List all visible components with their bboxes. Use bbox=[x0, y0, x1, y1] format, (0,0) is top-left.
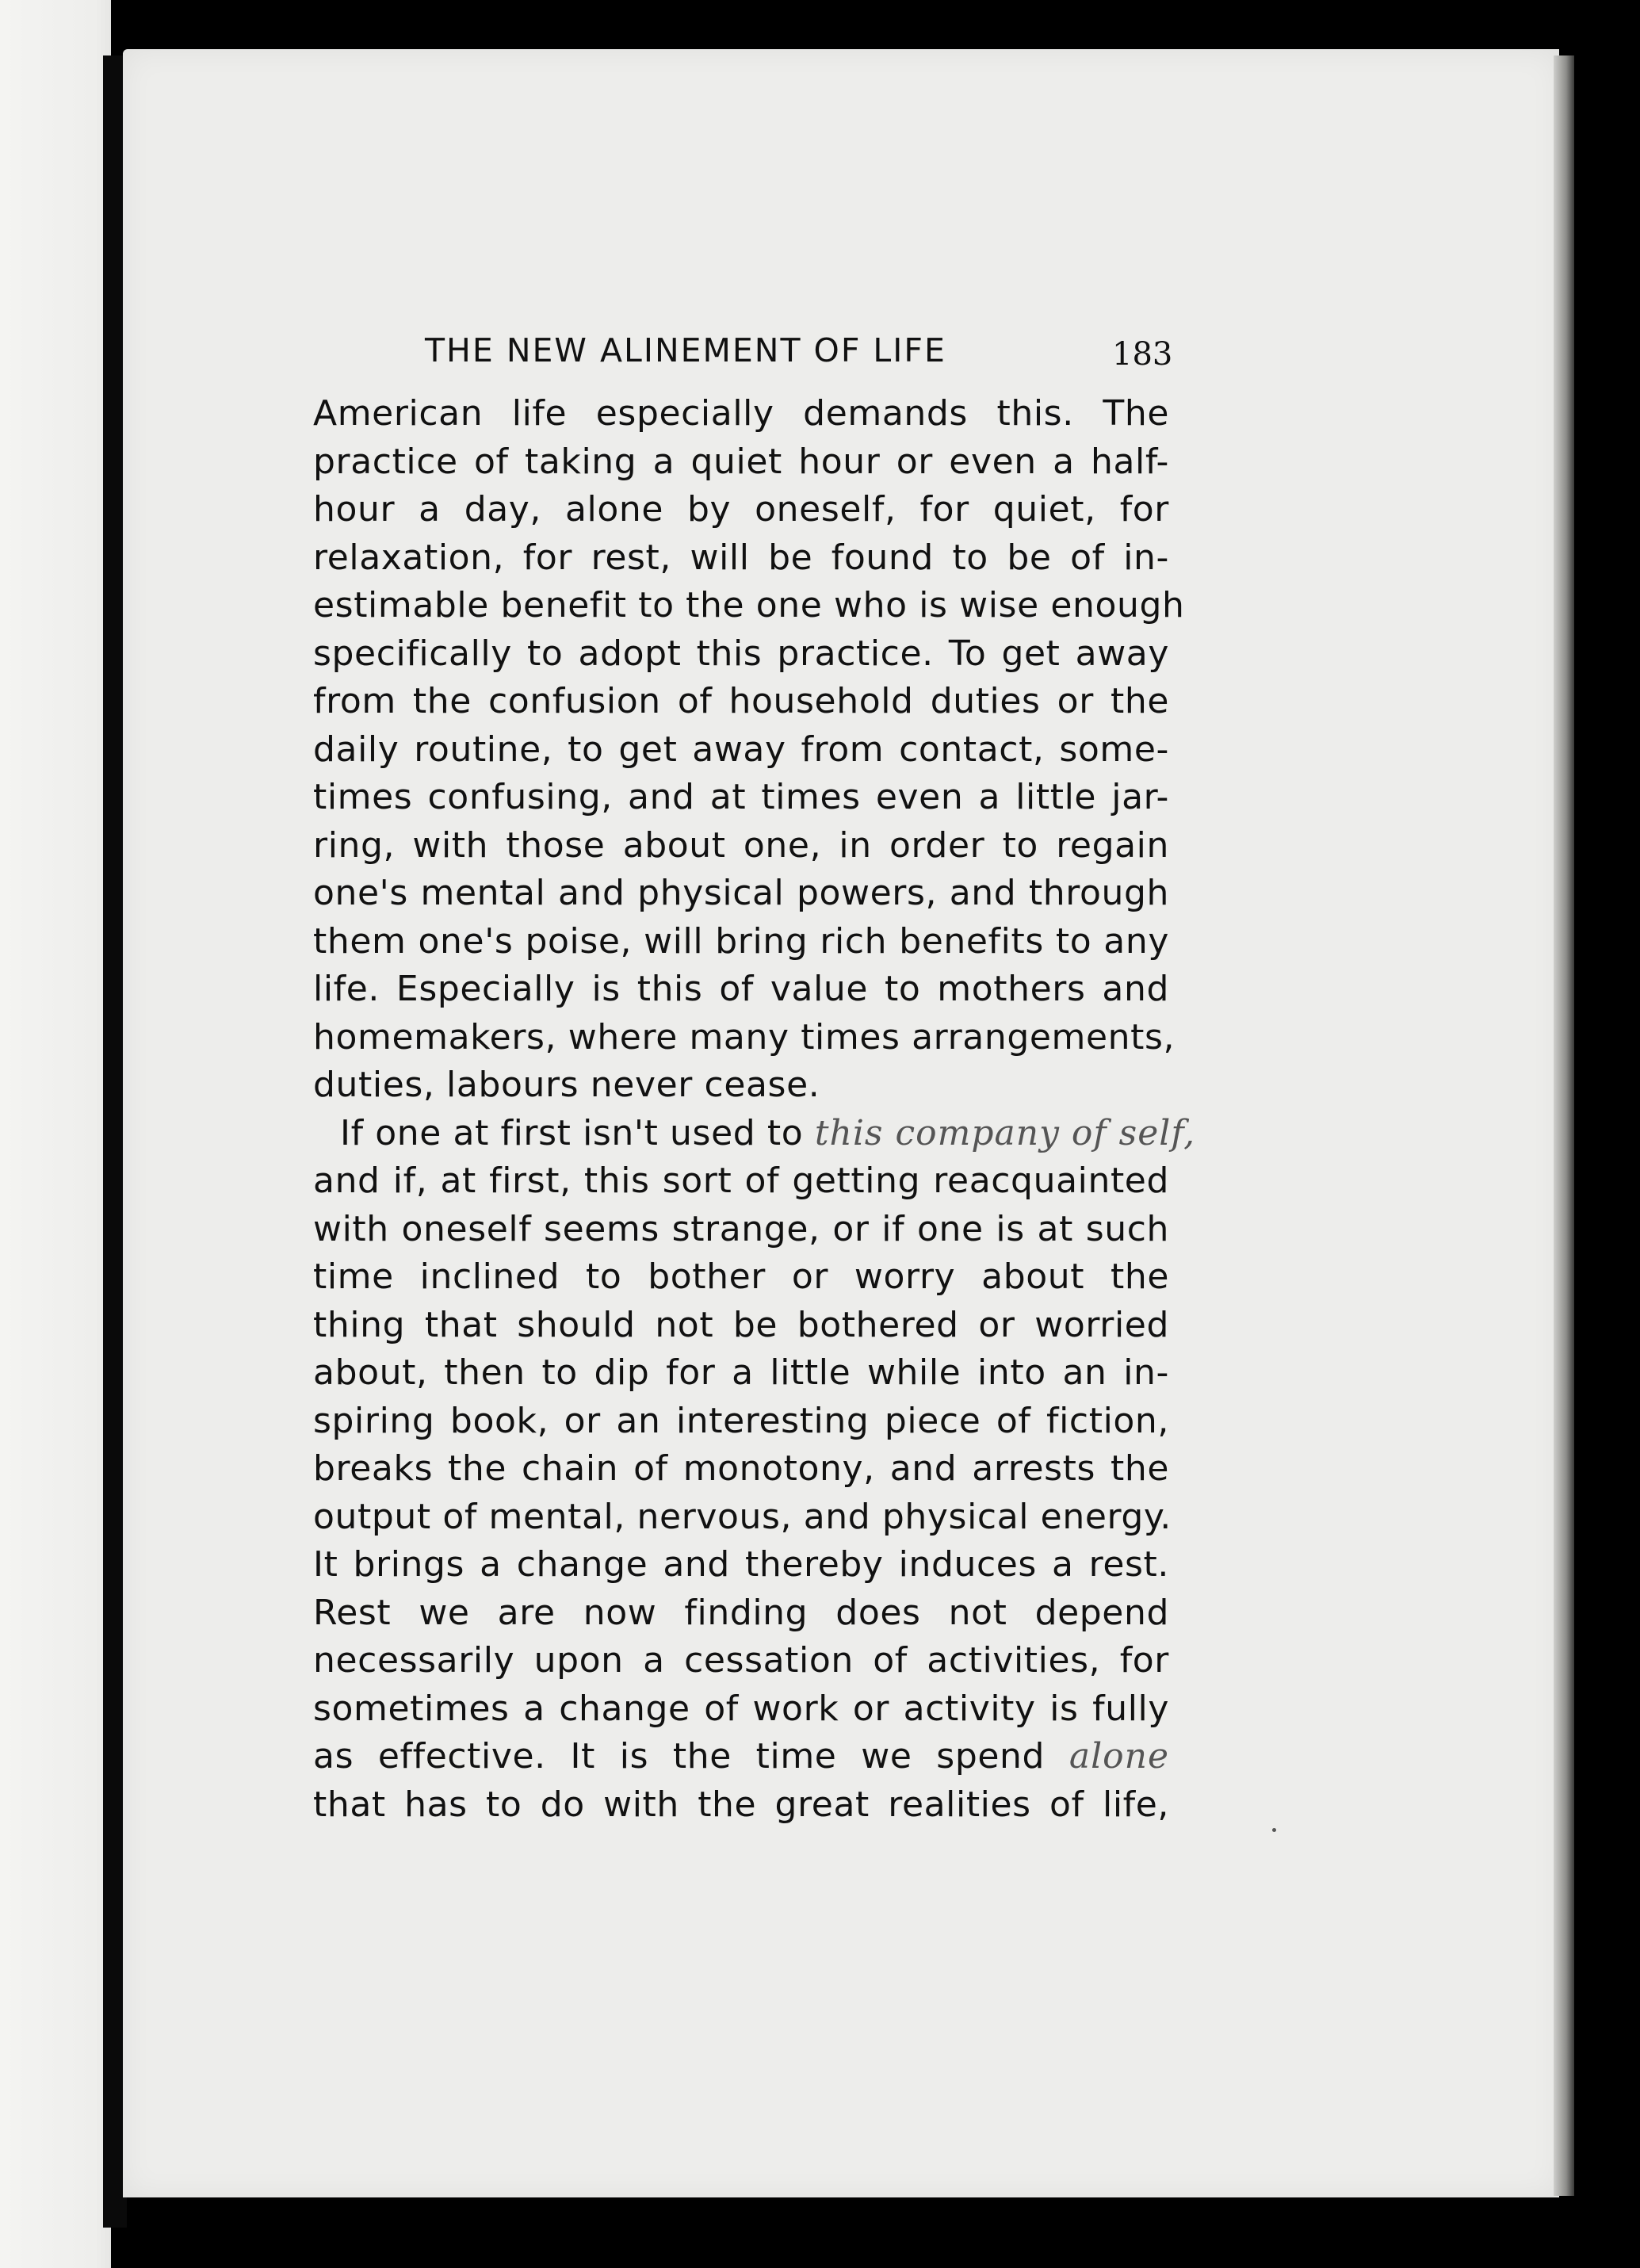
text-line: time inclined to bother or worry about the bbox=[313, 1256, 1169, 1297]
text-line: ring, with those about one, in order to regain bbox=[313, 824, 1169, 866]
text-line: relaxation, for rest, will be found to be of in- bbox=[313, 537, 1169, 578]
text-line: spiring book, or an interesting piece of fiction, bbox=[313, 1400, 1169, 1441]
text-line: them one's poise, will bring rich benefits to any bbox=[313, 920, 1169, 962]
text-line: It brings a change and thereby induces a rest. bbox=[313, 1544, 1169, 1585]
text-line: homemakers, where many times arrangements, bbox=[313, 1016, 1176, 1058]
body-text bbox=[313, 390, 1196, 1829]
text-line: necessarily upon a cessation of activities, for bbox=[313, 1640, 1169, 1681]
scan-speck bbox=[1272, 1828, 1276, 1832]
text-line-with-italic bbox=[313, 1733, 1169, 1781]
text-line: thing that should not be bothered or worried bbox=[313, 1304, 1169, 1345]
text-line: estimable benefit to the one who is wise enough bbox=[313, 585, 1185, 625]
page-number: 183 bbox=[1112, 336, 1173, 373]
text-line: from the confusion of household duties or the bbox=[313, 681, 1169, 721]
facing-page-edge bbox=[0, 0, 111, 2268]
text-line: and if, at first, this sort of getting reacquainted bbox=[313, 1161, 1169, 1201]
italic-word: alone bbox=[1068, 1736, 1170, 1777]
text-line: practice of taking a quiet hour or even a half- bbox=[313, 441, 1169, 482]
text-line: duties, labours never cease. bbox=[313, 1065, 820, 1105]
text-line: Rest we are now finding does not depend bbox=[313, 1592, 1169, 1633]
text-segment: as effective. It is the time we spend bbox=[313, 1736, 1046, 1777]
text-line: daily routine, to get away from contact, some- bbox=[313, 729, 1169, 770]
text-line: one's mental and physical powers, and through bbox=[313, 873, 1169, 913]
running-head bbox=[425, 331, 1178, 379]
text-line: sometimes a change of work or activity is fully bbox=[313, 1688, 1169, 1729]
italic-phrase: this company of self, bbox=[814, 1112, 1196, 1153]
text-line: hour a day, alone by oneself, for quiet, for bbox=[313, 489, 1169, 530]
text-line-with-italic bbox=[313, 1110, 1196, 1158]
text-line: about, then to dip for a little while into an in- bbox=[313, 1352, 1169, 1393]
text-segment: If one at first isn't used to bbox=[340, 1112, 804, 1153]
text-line: times confusing, and at times even a little jar- bbox=[313, 777, 1169, 817]
text-line: with oneself seems strange, or if one is at such bbox=[313, 1208, 1169, 1249]
page-fore-edge bbox=[1554, 55, 1574, 2196]
text-line: output of mental, nervous, and physical energy. bbox=[313, 1496, 1172, 1537]
text-line: American life especially demands this. The bbox=[313, 393, 1169, 434]
text-line: life. Especially is this of value to mothers and bbox=[313, 969, 1169, 1009]
text-line: breaks the chain of monotony, and arrests the bbox=[313, 1448, 1169, 1489]
text-line: specifically to adopt this practice. To get away bbox=[313, 633, 1169, 674]
running-title: THE NEW ALINEMENT OF LIFE bbox=[425, 331, 946, 369]
text-line: that has to do with the great realities of life, bbox=[313, 1784, 1169, 1825]
